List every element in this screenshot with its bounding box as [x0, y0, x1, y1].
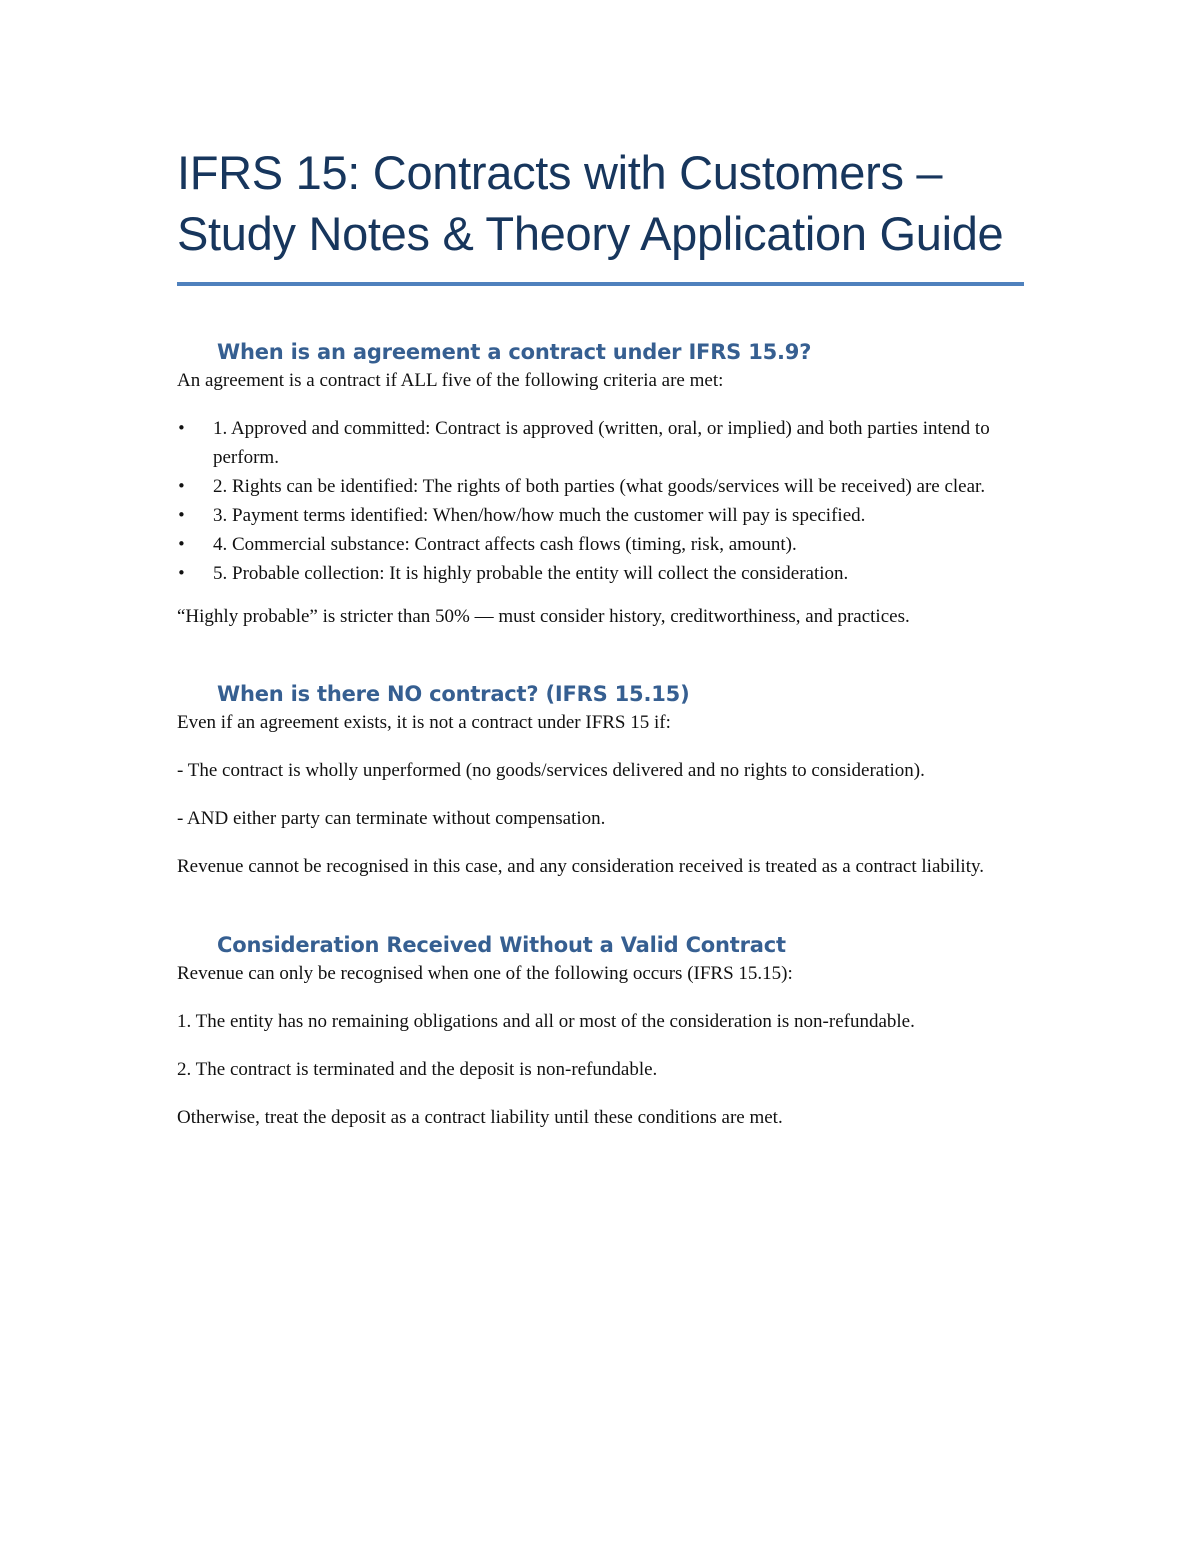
- bullet-icon: •: [177, 477, 186, 495]
- list-item: [177, 530, 1025, 559]
- list-item: [177, 472, 1025, 501]
- title-underline: [177, 282, 1024, 286]
- list-item: [177, 559, 1025, 588]
- document-page: [177, 0, 1025, 1132]
- paragraph: - AND either party can terminate without compensation.: [177, 808, 606, 829]
- bullet-icon: •: [177, 564, 186, 582]
- list-item: [177, 414, 1025, 472]
- paragraph: 1. The entity has no remaining obligations and all or most of the consideration is non-refundable.: [177, 1011, 915, 1032]
- list-item-text: 2. Rights can be identified: The rights of both parties (what goods/services will be received) are clear.: [213, 476, 986, 497]
- section-intro: Even if an agreement exists, it is not a contract under IFRS 15 if:: [177, 712, 671, 733]
- section-heading-contract-criteria: When is an agreement a contract under IFRS 15.9?: [217, 340, 812, 364]
- criteria-list: [177, 414, 1025, 588]
- list-item-text: 5. Probable collection: It is highly probable the entity will collect the consideration.: [213, 563, 849, 584]
- paragraph: Otherwise, treat the deposit as a contract liability until these conditions are met.: [177, 1107, 783, 1128]
- section-heading-no-contract: When is there NO contract? (IFRS 15.15): [217, 682, 690, 706]
- section-intro: Revenue can only be recognised when one of the following occurs (IFRS 15.15):: [177, 963, 793, 984]
- highly-probable-note: “Highly probable” is stricter than 50% — must consider history, creditworthiness, and practices.: [177, 606, 910, 627]
- paragraph: Revenue cannot be recognised in this case, and any consideration received is treated as a contract liability.: [177, 856, 985, 877]
- paragraph: - The contract is wholly unperformed (no goods/services delivered and no rights to consideration).: [177, 760, 925, 781]
- list-item: [177, 501, 1025, 530]
- bullet-icon: •: [177, 535, 186, 553]
- bullet-icon: •: [177, 506, 186, 524]
- bullet-icon: •: [177, 419, 186, 437]
- list-item-text: 1. Approved and committed: Contract is approved (written, oral, or implied) and both parties intend to perform.: [213, 418, 990, 468]
- list-item-text: 3. Payment terms identified: When/how/how much the customer will pay is specified.: [213, 505, 866, 526]
- section-intro: An agreement is a contract if ALL five of the following criteria are met:: [177, 370, 724, 391]
- document-title: IFRS 15: Contracts with Customers – Study Notes & Theory Application Guide: [177, 146, 1004, 260]
- list-item-text: 4. Commercial substance: Contract affects cash flows (timing, risk, amount).: [213, 534, 797, 555]
- paragraph: 2. The contract is terminated and the deposit is non-refundable.: [177, 1059, 658, 1080]
- section-heading-consideration-received: Consideration Received Without a Valid Contract: [217, 933, 786, 957]
